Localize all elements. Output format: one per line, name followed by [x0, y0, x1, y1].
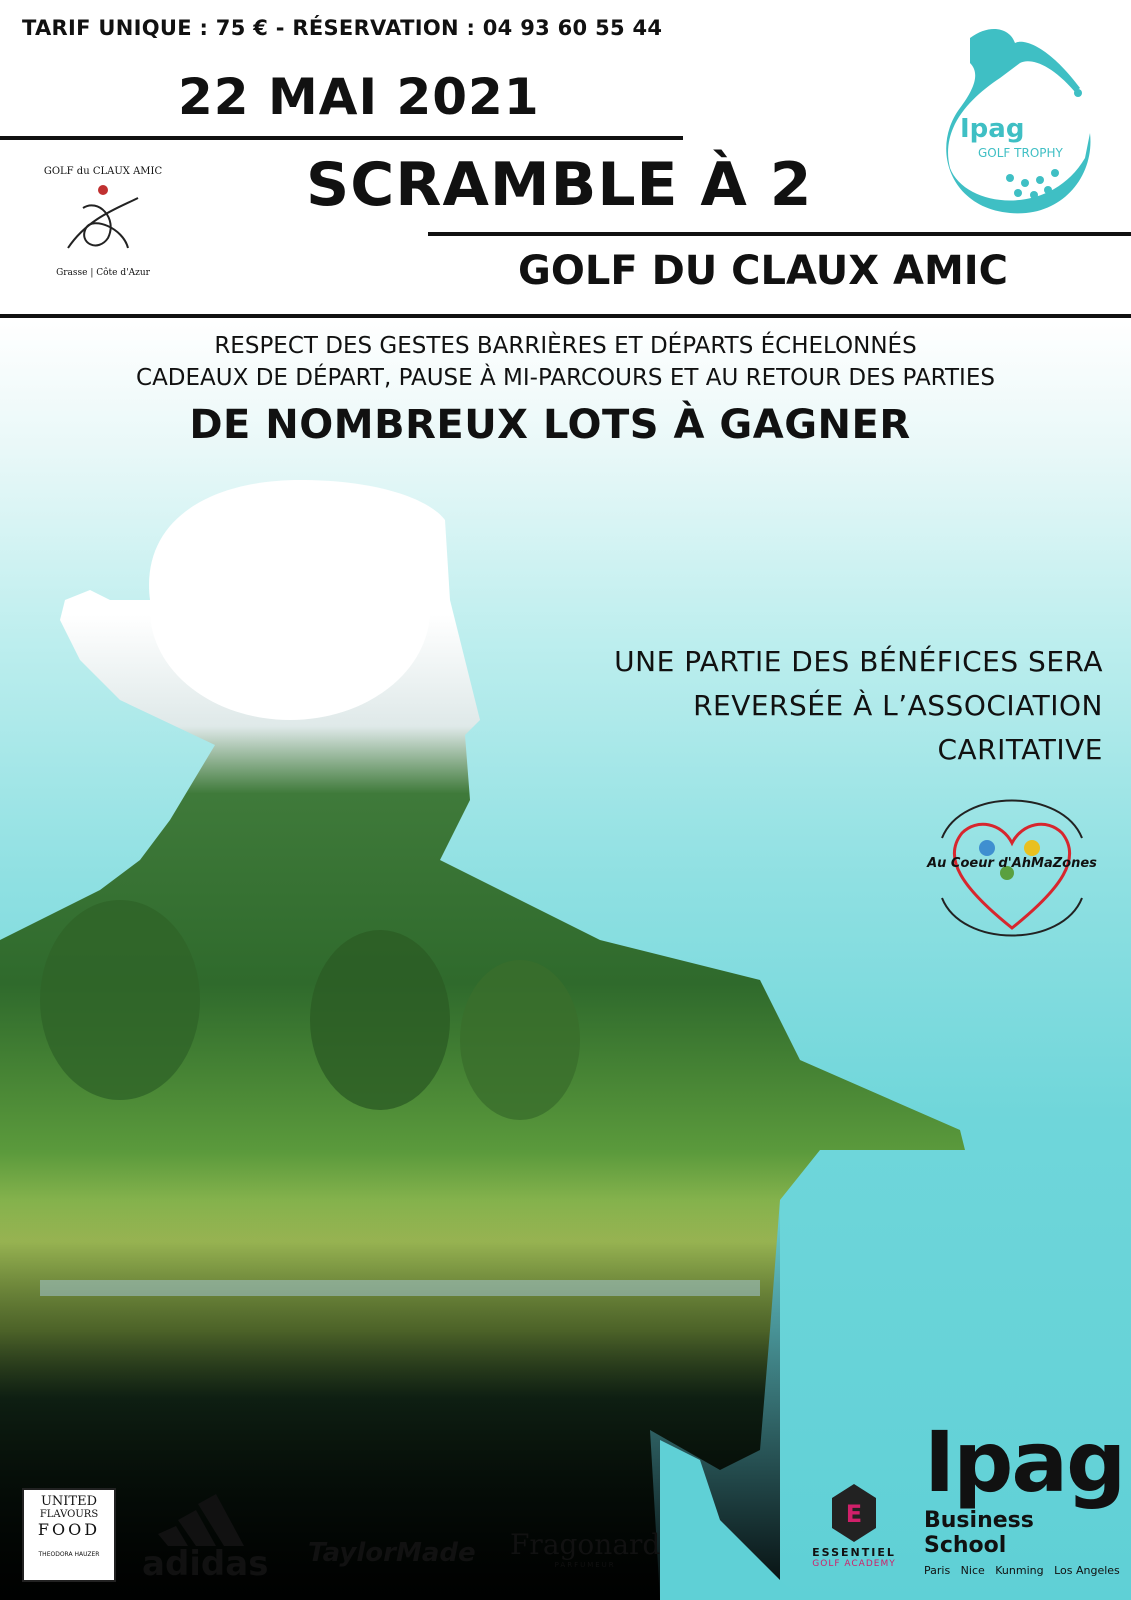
united-line-1: UNITED	[40, 1494, 98, 1509]
adidas-stripes-icon	[158, 1486, 258, 1546]
divider	[0, 314, 1131, 318]
charity-name: Au Coeur d'AhMaZones	[927, 856, 1097, 871]
essentiel-line-1: ESSENTIEL	[812, 1546, 896, 1559]
adidas-wordmark: adidas	[142, 1544, 269, 1584]
ipag-trophy-name: Ipag	[960, 114, 1025, 144]
event-title: SCRAMBLE À 2	[306, 150, 813, 220]
info-line-2: CADEAUX DE DÉPART, PAUSE À MI-PARCOURS ET AU RETOUR DES PARTIES	[136, 365, 995, 391]
fragonard-logo	[510, 1528, 660, 1569]
fragonard-wordmark: Fragonard	[510, 1528, 661, 1561]
united-line-2: FLAVOURS	[39, 1509, 99, 1520]
event-date: 22 MAI 2021	[178, 68, 540, 126]
united-flavours-logo	[22, 1488, 116, 1582]
charity-logo	[922, 778, 1102, 958]
price-reservation-line: TARIF UNIQUE : 75 € - RÉSERVATION : 04 93 60 55 44	[22, 16, 663, 40]
divider	[428, 232, 1131, 236]
info-line-1: RESPECT DES GESTES BARRIÈRES ET DÉPARTS ÉCHELONNÉS	[214, 333, 917, 359]
golf-club-logo	[38, 158, 168, 288]
ipag-business-school-logo	[924, 1413, 1125, 1577]
taylormade-logo: TaylorMade	[308, 1538, 476, 1568]
club-name: GOLF du CLAUX AMIC	[43, 166, 163, 177]
essentiel-golf-academy-logo	[804, 1484, 904, 1569]
club-location: Grasse | Côte d'Azur	[56, 268, 150, 278]
ipag-wordmark: Ipag	[924, 1413, 1125, 1511]
ipag-cities: Paris Nice Kunming Los Angeles	[924, 1564, 1120, 1577]
venue-name: GOLF DU CLAUX AMIC	[518, 248, 1008, 294]
charity-message	[614, 640, 1103, 772]
svg-text:E: E	[845, 1500, 863, 1528]
divider	[0, 136, 683, 140]
united-line-3: FOOD	[37, 1520, 101, 1539]
ipag-school-name: Business School	[924, 1508, 1034, 1558]
ipag-golf-trophy-logo	[930, 18, 1110, 218]
charity-line-1: UNE PARTIE DES BÉNÉFICES SERA	[614, 645, 1103, 678]
charity-line-3: CARITATIVE	[937, 733, 1103, 766]
shield-e-icon	[832, 1484, 876, 1542]
essentiel-line-2: GOLF ACADEMY	[812, 1559, 896, 1569]
charity-line-2: REVERSÉE À L’ASSOCIATION	[693, 689, 1103, 722]
fragonard-subtitle: PARFUMEUR	[554, 1561, 616, 1569]
adidas-logo	[142, 1486, 282, 1586]
united-line-4: THEODORA HAUZER	[38, 1551, 100, 1558]
prizes-headline: DE NOMBREUX LOTS À GAGNER	[189, 402, 911, 448]
ipag-trophy-subtitle: GOLF TROPHY	[978, 146, 1063, 160]
